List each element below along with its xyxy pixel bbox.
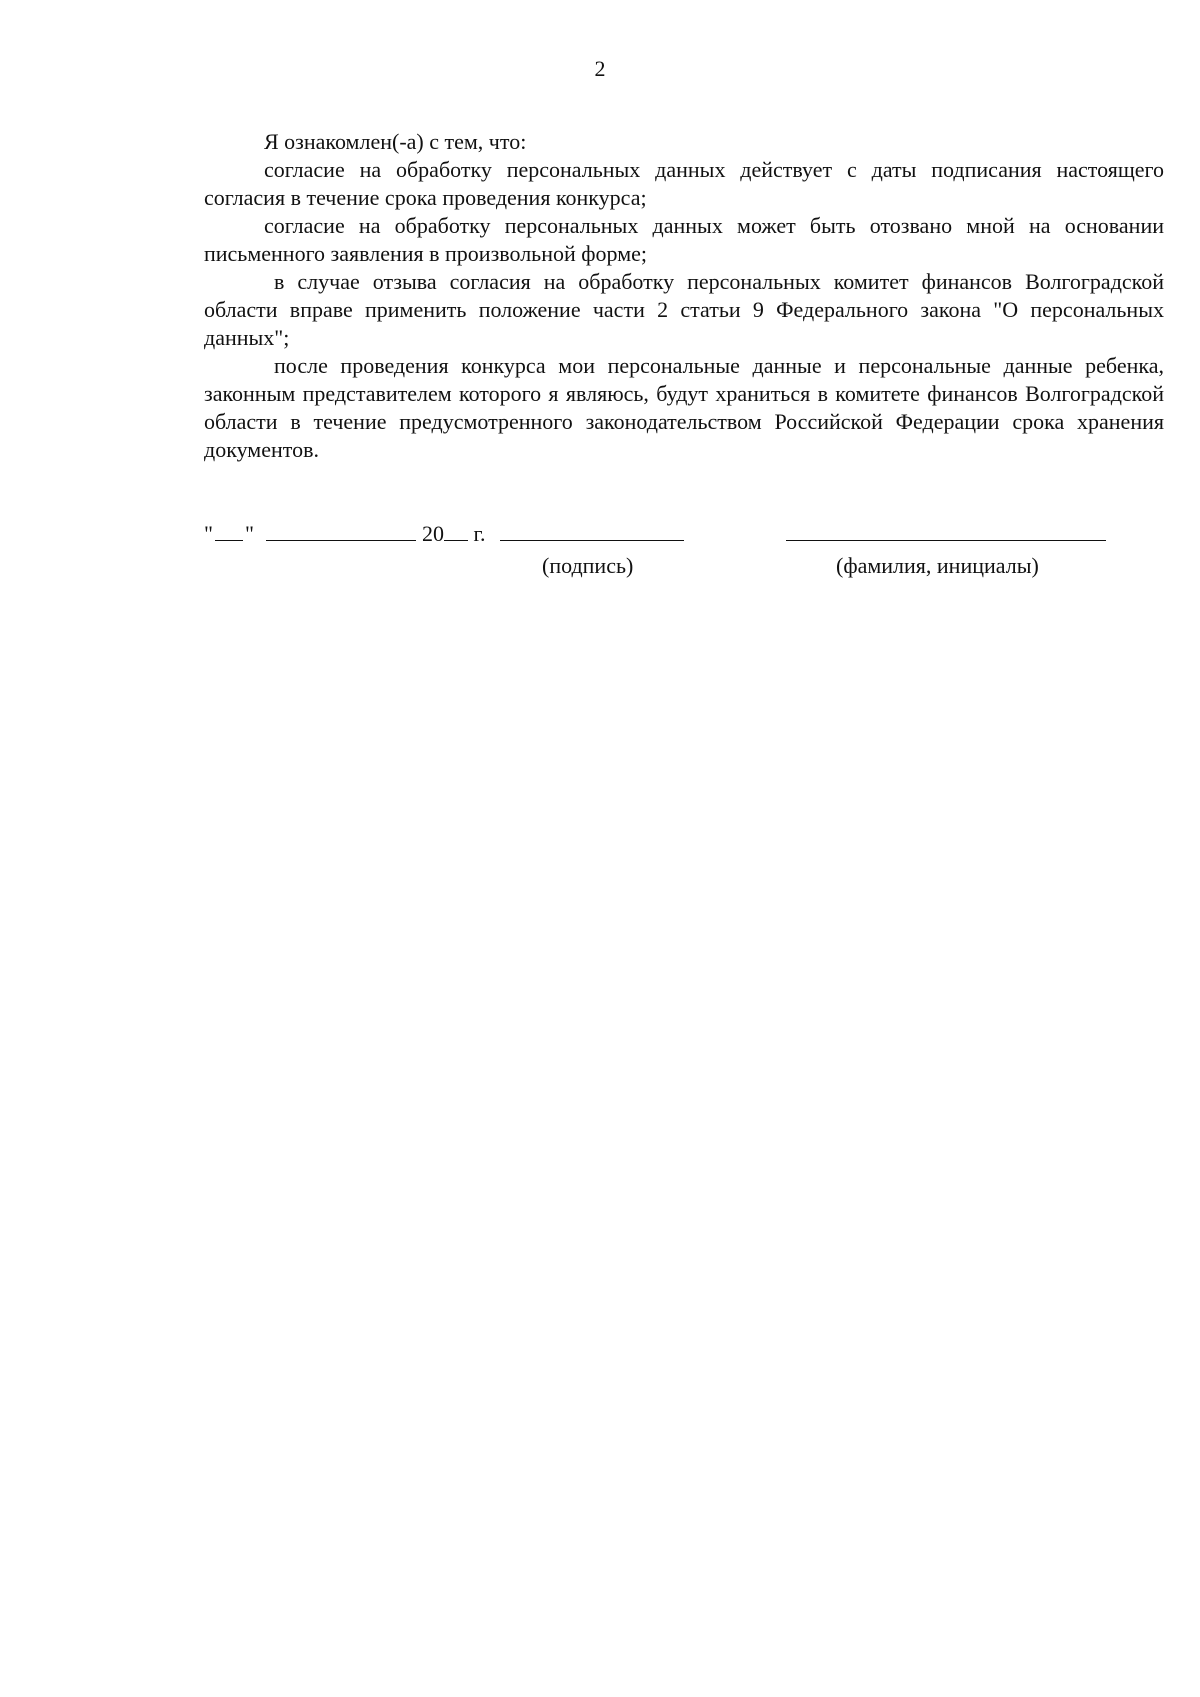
consent-text — [204, 128, 1164, 464]
signature-line[interactable] — [500, 518, 684, 541]
signature-caption: (подпись) — [542, 553, 634, 578]
paragraph-revocation-consequence: в случае отзыва согласия на обработку персональных комитет финансов Волгоградской области вправе применить положение части 2 статьи 9 Федерального закона "О персональных данных"; — [204, 269, 1164, 350]
paragraph-revocation: согласие на обработку персональных данных может быть отозвано мной на основании письменного заявления в произвольной форме; — [204, 213, 1164, 266]
year-blank[interactable] — [444, 518, 468, 541]
paragraph-storage: после проведения конкурса мои персональные данные и персональные данные ребенка, законным представителем которого я являюсь, будут храниться в комитете финансов Волгоградской области в течение предусмотренного законодательством Российской Федерации срока хранения документов. — [204, 353, 1164, 462]
paragraph-validity: согласие на обработку персональных данных действует с даты подписания настоящего согласия в течение срока проведения конкурса; — [204, 157, 1164, 210]
quote-open: " — [204, 521, 213, 546]
name-line[interactable] — [786, 518, 1106, 541]
date-field — [204, 518, 486, 547]
year-prefix: 20 — [421, 521, 444, 546]
day-blank[interactable] — [215, 518, 243, 541]
signature-block — [204, 518, 1164, 578]
year-suffix: г. — [467, 521, 486, 546]
name-caption: (фамилия, инициалы) — [836, 553, 1039, 578]
paragraph-intro: Я ознакомлен(-а) с тем, что: — [264, 129, 527, 154]
month-blank[interactable] — [266, 518, 416, 541]
page-number: 2 — [594, 56, 606, 81]
quote-close: " — [244, 521, 254, 546]
